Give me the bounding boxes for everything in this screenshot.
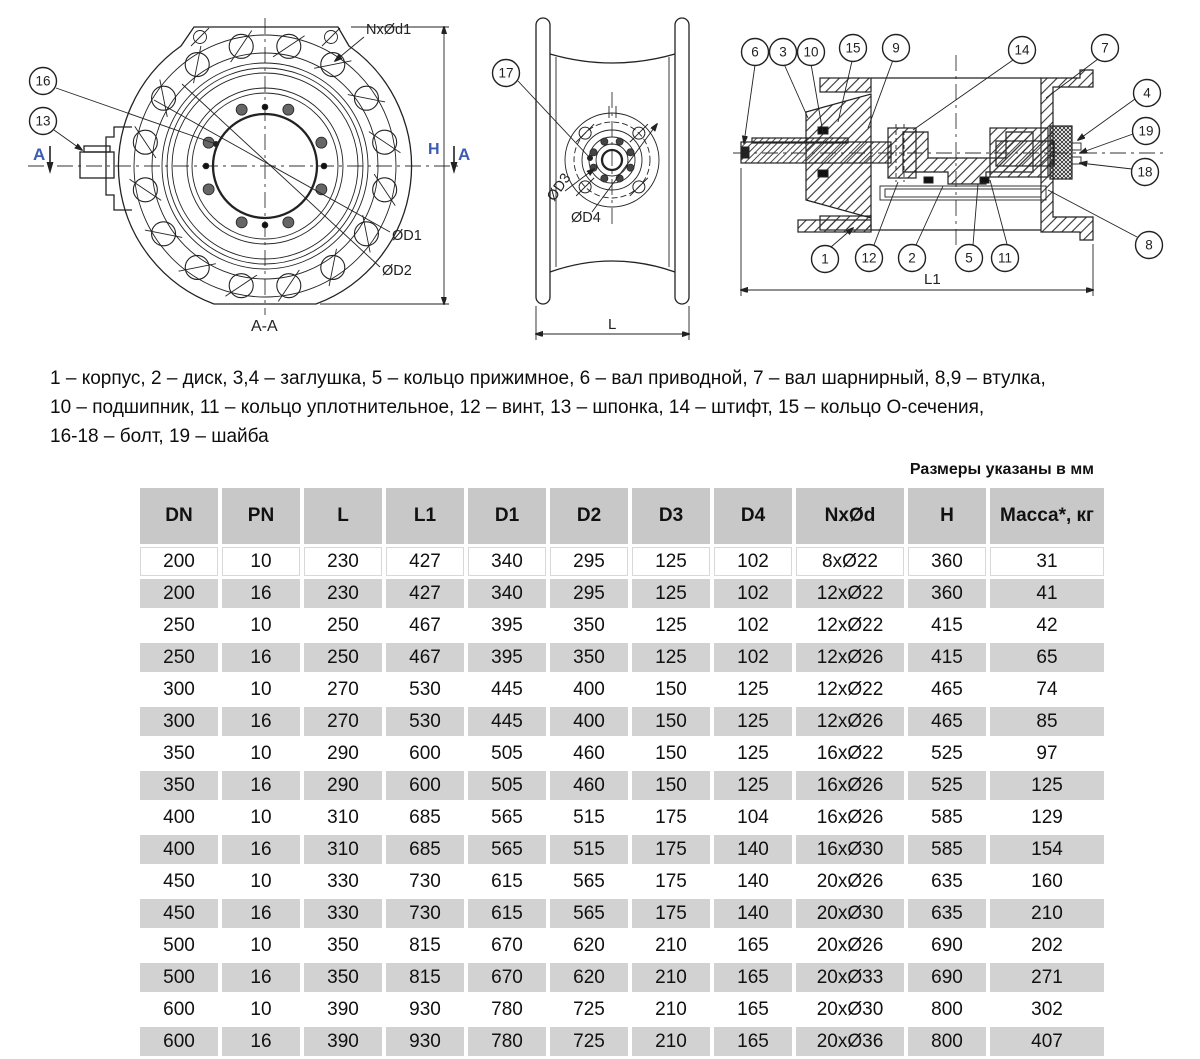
svg-text:7: 7 [1101, 40, 1109, 56]
table-cell: 445 [468, 675, 546, 704]
table-cell: 270 [304, 707, 382, 736]
body-foot-left [798, 220, 871, 232]
svg-text:2: 2 [908, 250, 916, 266]
table-cell: 125 [632, 643, 710, 672]
table-cell: 250 [304, 643, 382, 672]
table-row [140, 963, 1104, 992]
svg-text:19: 19 [1138, 123, 1154, 139]
table-cell: 340 [468, 547, 546, 576]
callout-17 [493, 60, 520, 87]
table-cell: 16 [222, 643, 300, 672]
svg-text:5: 5 [965, 250, 973, 266]
table-cell: 20xØ36 [796, 1027, 904, 1056]
column-header: L1 [386, 488, 464, 544]
section-marker-left [33, 145, 54, 174]
table-cell: 350 [304, 931, 382, 960]
table-cell: 360 [908, 579, 986, 608]
table-cell: 16 [222, 1027, 300, 1056]
leader-13 [54, 130, 82, 150]
bolt-bottom [1072, 157, 1081, 164]
table-cell: 800 [908, 995, 986, 1024]
svg-text:14: 14 [1014, 42, 1030, 58]
dimensions-table [136, 485, 1108, 1059]
side-view-drawing [470, 0, 730, 345]
hinge-shaft [996, 141, 1054, 166]
table-cell: 10 [222, 547, 300, 576]
callout-12 [856, 245, 883, 272]
table-cell: 730 [386, 867, 464, 896]
table-cell: 102 [714, 643, 792, 672]
table-cell: 930 [386, 1027, 464, 1056]
table-cell: 16 [222, 963, 300, 992]
table-row [140, 739, 1104, 768]
table-cell: 445 [468, 707, 546, 736]
table-cell: 390 [304, 995, 382, 1024]
units-note: Размеры указаны в мм [909, 461, 1094, 478]
table-cell: 12xØ22 [796, 675, 904, 704]
table-cell: 295 [550, 579, 628, 608]
column-header: D4 [714, 488, 792, 544]
table-cell: 140 [714, 835, 792, 864]
table-cell: 20xØ26 [796, 931, 904, 960]
table-row [140, 675, 1104, 704]
table-row [140, 899, 1104, 928]
table-cell: 450 [140, 867, 218, 896]
svg-text:H: H [428, 141, 440, 158]
legend-line: 10 – подшипник, 11 – кольцо уплотнительное, 12 – винт, 13 – шпонка, 14 – штифт, 15 – кольцо О-сечения, [50, 397, 985, 418]
table-cell: 390 [304, 1027, 382, 1056]
table-row [140, 611, 1104, 640]
table-cell: 600 [386, 771, 464, 800]
table-cell: 150 [632, 675, 710, 704]
table-cell: 400 [550, 675, 628, 704]
svg-text:4: 4 [1143, 85, 1151, 101]
table-cell: 690 [908, 963, 986, 992]
table-cell: 360 [908, 547, 986, 576]
table-cell: 290 [304, 739, 382, 768]
table-cell: 250 [140, 643, 218, 672]
svg-text:1: 1 [821, 251, 829, 267]
table-cell: 815 [386, 931, 464, 960]
table-cell: 415 [908, 643, 986, 672]
table-cell: 210 [632, 963, 710, 992]
drive-shaft-section [741, 138, 891, 163]
table-cell: 600 [140, 1027, 218, 1056]
section-view-drawing [728, 0, 1198, 310]
table-cell: 102 [714, 579, 792, 608]
table-cell: 340 [468, 579, 546, 608]
table-cell: 175 [632, 803, 710, 832]
table-cell: 16xØ26 [796, 771, 904, 800]
table-cell: 725 [550, 995, 628, 1024]
table-cell: 165 [714, 1027, 792, 1056]
table-cell: 8xØ22 [796, 547, 904, 576]
table-cell: 415 [908, 611, 986, 640]
table-cell: 271 [990, 963, 1104, 992]
svg-text:10: 10 [803, 44, 819, 60]
table-cell: 685 [386, 835, 464, 864]
hinge-shaft-assembly [990, 126, 1081, 179]
table-cell: 16 [222, 899, 300, 928]
table-cell: 465 [908, 675, 986, 704]
section-marker-right [451, 145, 471, 174]
table-cell: 615 [468, 899, 546, 928]
table-cell: 154 [990, 835, 1104, 864]
table-row [140, 867, 1104, 896]
table-cell: 20xØ30 [796, 899, 904, 928]
table-cell: 780 [468, 995, 546, 1024]
callout-10 [798, 39, 825, 66]
table-cell: 16 [222, 835, 300, 864]
table-cell: 565 [468, 803, 546, 832]
table-cell: 350 [304, 963, 382, 992]
table-cell: 10 [222, 675, 300, 704]
table-cell: 200 [140, 579, 218, 608]
table-cell: 467 [386, 643, 464, 672]
column-header: H [908, 488, 986, 544]
seat-liner [880, 186, 1046, 200]
table-cell: 505 [468, 739, 546, 768]
table-cell: 165 [714, 963, 792, 992]
table-cell: 525 [908, 739, 986, 768]
table-cell: 16 [222, 579, 300, 608]
table-cell: 600 [386, 739, 464, 768]
table-cell: 400 [140, 803, 218, 832]
table-cell: 210 [632, 995, 710, 1024]
table-cell: 150 [632, 707, 710, 736]
svg-text:8: 8 [1145, 237, 1153, 253]
table-cell: 210 [632, 1027, 710, 1056]
table-row [140, 835, 1104, 864]
table-cell: 395 [468, 611, 546, 640]
table-cell: 210 [990, 899, 1104, 928]
svg-text:A: A [458, 145, 471, 164]
table-cell: 202 [990, 931, 1104, 960]
column-header: NxØd [796, 488, 904, 544]
table-cell: 125 [632, 611, 710, 640]
table-cell: 250 [304, 611, 382, 640]
plug [1050, 126, 1072, 179]
table-row [140, 803, 1104, 832]
table-cell: 12xØ22 [796, 611, 904, 640]
table-cell: 350 [140, 771, 218, 800]
callout-19 [1133, 118, 1160, 145]
callout-4 [1134, 80, 1161, 107]
table-cell: 730 [386, 899, 464, 928]
table-cell: 465 [908, 707, 986, 736]
table-cell: 310 [304, 835, 382, 864]
svg-text:NxØd1: NxØd1 [366, 22, 412, 38]
table-cell: 165 [714, 995, 792, 1024]
table-cell: 10 [222, 739, 300, 768]
label-d2: ØD2 [382, 263, 412, 279]
table-cell: 670 [468, 931, 546, 960]
legend-line: 1 – корпус, 2 – диск, 3,4 – заглушка, 5 – кольцо прижимное, 6 – вал приводной, 7 – вал шарнирный, 8,9 – втулка, [50, 368, 1046, 389]
table-cell: 815 [386, 963, 464, 992]
column-header: DN [140, 488, 218, 544]
table-cell: 350 [550, 643, 628, 672]
table-cell: 270 [304, 675, 382, 704]
flange-right [675, 18, 689, 304]
dimension-L [536, 306, 689, 340]
table-cell: 102 [714, 547, 792, 576]
body-silhouette [550, 54, 675, 272]
table-cell: 125 [632, 547, 710, 576]
table-cell: 175 [632, 867, 710, 896]
table-cell: 515 [550, 803, 628, 832]
table-cell: 350 [140, 739, 218, 768]
table-cell: 230 [304, 547, 382, 576]
svg-text:3: 3 [779, 44, 787, 60]
table-cell: 16 [222, 771, 300, 800]
table-row [140, 995, 1104, 1024]
table-cell: 635 [908, 899, 986, 928]
table-cell: 65 [990, 643, 1104, 672]
table-cell: 585 [908, 835, 986, 864]
svg-text:6: 6 [751, 44, 759, 60]
table-cell: 85 [990, 707, 1104, 736]
table-cell: 31 [990, 547, 1104, 576]
table-cell: 74 [990, 675, 1104, 704]
legend-line: 16-18 – болт, 19 – шайба [50, 426, 269, 447]
table-cell: 780 [468, 1027, 546, 1056]
table-cell: 10 [222, 931, 300, 960]
table-cell: 467 [386, 611, 464, 640]
label-d1: ØD1 [392, 228, 422, 244]
table-cell: 350 [550, 611, 628, 640]
leader-17 [518, 81, 590, 158]
table-cell: 585 [908, 803, 986, 832]
callout-7 [1092, 35, 1119, 62]
svg-text:9: 9 [892, 40, 900, 56]
table-row [140, 643, 1104, 672]
callout-16 [30, 68, 57, 95]
table-cell: 670 [468, 963, 546, 992]
table-cell: 690 [908, 931, 986, 960]
table-cell: 102 [714, 611, 792, 640]
parts-legend [50, 364, 1200, 451]
column-header: D3 [632, 488, 710, 544]
column-header: L [304, 488, 382, 544]
table-cell: 12xØ26 [796, 643, 904, 672]
tab-holes [191, 28, 340, 46]
table-cell: 16xØ22 [796, 739, 904, 768]
table-cell: 175 [632, 899, 710, 928]
svg-text:L1: L1 [924, 271, 941, 288]
table-cell: 125 [714, 771, 792, 800]
svg-text:ØD3: ØD3 [544, 170, 575, 205]
table-cell: 104 [714, 803, 792, 832]
table-cell: 505 [468, 771, 546, 800]
table-cell: 10 [222, 995, 300, 1024]
table-cell: 140 [714, 867, 792, 896]
front-view-drawing [8, 4, 471, 349]
dimension-L1 [741, 168, 1093, 296]
flange-left [536, 18, 550, 304]
table-cell: 330 [304, 867, 382, 896]
table-cell: 42 [990, 611, 1104, 640]
table-cell: 41 [990, 579, 1104, 608]
callout-3 [770, 39, 797, 66]
table-cell: 725 [550, 1027, 628, 1056]
table-cell: 200 [140, 547, 218, 576]
callout-13 [30, 108, 57, 135]
section-caption: A-A [251, 318, 278, 335]
table-cell: 20xØ26 [796, 867, 904, 896]
table-cell: 12xØ26 [796, 707, 904, 736]
table-cell: 460 [550, 771, 628, 800]
table-cell: 565 [550, 867, 628, 896]
table-cell: 427 [386, 547, 464, 576]
callout-8 [1136, 232, 1163, 259]
table-cell: 150 [632, 739, 710, 768]
table-cell: 10 [222, 803, 300, 832]
callout-9 [883, 35, 910, 62]
column-header: Масса*, кг [990, 488, 1104, 544]
table-cell: 620 [550, 963, 628, 992]
table-cell: 930 [386, 995, 464, 1024]
table-cell: 300 [140, 707, 218, 736]
table-cell: 295 [550, 547, 628, 576]
column-header: D1 [468, 488, 546, 544]
callout-1 [812, 246, 839, 273]
table-cell: 165 [714, 931, 792, 960]
technical-drawings [0, 0, 1200, 350]
table-cell: 10 [222, 867, 300, 896]
table-cell: 290 [304, 771, 382, 800]
table-cell: 16xØ30 [796, 835, 904, 864]
svg-text:11: 11 [997, 250, 1013, 266]
svg-text:17: 17 [498, 65, 514, 81]
callout-5 [956, 245, 983, 272]
table-header-row [140, 488, 1104, 544]
table-cell: 685 [386, 803, 464, 832]
table-cell: 395 [468, 643, 546, 672]
shaft-end [741, 147, 749, 158]
table-cell: 600 [140, 995, 218, 1024]
table-cell: 530 [386, 707, 464, 736]
table-cell: 125 [632, 579, 710, 608]
svg-text:12: 12 [861, 250, 877, 266]
svg-text:13: 13 [35, 113, 51, 129]
table-cell: 125 [990, 771, 1104, 800]
column-header: PN [222, 488, 300, 544]
table-cell: 635 [908, 867, 986, 896]
table-cell: 20xØ33 [796, 963, 904, 992]
table-cell: 140 [714, 899, 792, 928]
table-cell: 500 [140, 931, 218, 960]
table-cell: 97 [990, 739, 1104, 768]
svg-text:18: 18 [1137, 164, 1153, 180]
shaft-stub [80, 152, 114, 178]
table-cell: 620 [550, 931, 628, 960]
table-cell: 150 [632, 771, 710, 800]
callout-18 [1132, 159, 1159, 186]
table-cell: 125 [714, 675, 792, 704]
table-cell: 427 [386, 579, 464, 608]
table-cell: 460 [550, 739, 628, 768]
table-cell: 210 [632, 931, 710, 960]
table-cell: 16 [222, 707, 300, 736]
callout-11 [992, 245, 1019, 272]
callout-2 [899, 245, 926, 272]
table-cell: 16xØ26 [796, 803, 904, 832]
table-cell: 125 [714, 739, 792, 768]
table-cell: 500 [140, 963, 218, 992]
table-cell: 400 [550, 707, 628, 736]
table-row [140, 547, 1104, 576]
column-header: D2 [550, 488, 628, 544]
table-row [140, 931, 1104, 960]
table-cell: 565 [468, 835, 546, 864]
leader-16-dot [213, 141, 219, 147]
table-row [140, 771, 1104, 800]
table-cell: 515 [550, 835, 628, 864]
table-cell: 800 [908, 1027, 986, 1056]
shaft-and-flange [80, 127, 132, 210]
table-cell: 230 [304, 579, 382, 608]
table-cell: 565 [550, 899, 628, 928]
table-cell: 310 [304, 803, 382, 832]
table-row [140, 707, 1104, 736]
svg-text:A: A [33, 145, 46, 164]
svg-text:15: 15 [845, 40, 861, 56]
table-cell: 330 [304, 899, 382, 928]
svg-text:16: 16 [35, 73, 51, 89]
table-cell: 525 [908, 771, 986, 800]
table-cell: 12xØ22 [796, 579, 904, 608]
table-cell: 175 [632, 835, 710, 864]
callout-14 [1009, 37, 1036, 64]
bolt-top [1072, 143, 1081, 150]
table-cell: 530 [386, 675, 464, 704]
table-cell: 407 [990, 1027, 1104, 1056]
table-cell: 615 [468, 867, 546, 896]
table-cell: 125 [714, 707, 792, 736]
callout-6 [742, 39, 769, 66]
table-cell: 160 [990, 867, 1104, 896]
table-cell: 400 [140, 835, 218, 864]
table-row [140, 1027, 1104, 1056]
table-cell: 302 [990, 995, 1104, 1024]
table-cell: 250 [140, 611, 218, 640]
table-cell: 20xØ30 [796, 995, 904, 1024]
table-row [140, 579, 1104, 608]
table-cell: 10 [222, 611, 300, 640]
drive-shaft [741, 142, 891, 163]
table-cell: 450 [140, 899, 218, 928]
leader-17-dot [587, 155, 593, 161]
table-cell: 300 [140, 675, 218, 704]
table-cell: 129 [990, 803, 1104, 832]
svg-text:L: L [608, 316, 617, 333]
callout-15 [840, 35, 867, 62]
svg-text:ØD4: ØD4 [571, 210, 601, 226]
